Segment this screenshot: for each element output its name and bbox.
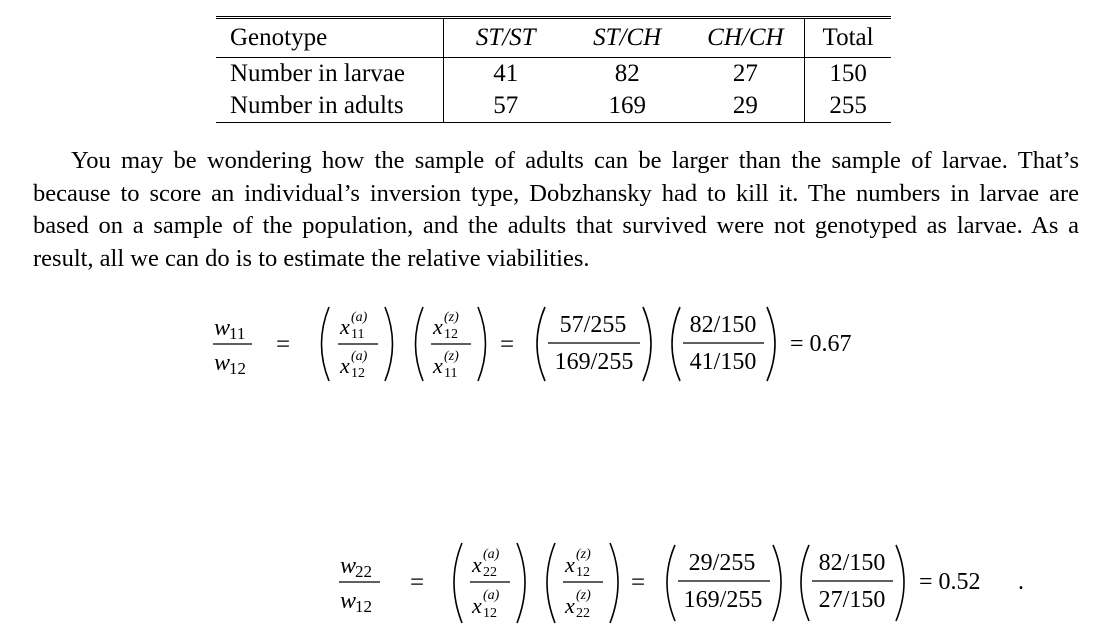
x-symbol: x [565, 593, 575, 618]
x-symbol: x [565, 552, 575, 577]
table-cell-total: 150 [805, 58, 891, 91]
superscript: (z) [444, 310, 459, 325]
lhs-denominator: w [214, 350, 231, 376]
numeric-numerator: 57/255 [559, 312, 627, 338]
table-cell: 82 [614, 60, 640, 87]
subscript: 11 [444, 366, 458, 381]
numeric-numerator: 29/255 [688, 550, 756, 576]
superscript: (z) [576, 588, 591, 603]
genotype-table [216, 16, 891, 123]
lhs-numerator-sub: 22 [355, 562, 372, 581]
header-total: Total [805, 18, 891, 58]
table-row [216, 90, 891, 123]
lhs-denominator-sub: 12 [355, 597, 372, 616]
superscript: (a) [483, 588, 500, 603]
superscript: (a) [351, 349, 368, 364]
x-symbol: x [472, 552, 482, 577]
equation-w22-over-w12 [0, 527, 1118, 637]
x-symbol: x [472, 593, 482, 618]
x-symbol: x [433, 314, 443, 339]
row-label: Number in larvae [216, 58, 443, 91]
equals-sign: = [276, 331, 291, 358]
numeric-numerator: 82/150 [818, 550, 886, 576]
table-cell: 57 [493, 92, 519, 119]
lhs-numerator: w [340, 553, 357, 579]
lhs-numerator-sub: 11 [229, 324, 246, 343]
table-cell: 169 [608, 92, 646, 119]
subscript: 11 [351, 327, 365, 342]
equals-sign: = [410, 569, 425, 596]
superscript: (z) [576, 547, 591, 562]
x-symbol: x [433, 353, 443, 378]
lhs-numerator: w [214, 315, 231, 341]
numeric-numerator: 82/150 [689, 312, 757, 338]
equation-result: = 0.67 [790, 331, 852, 357]
equation-result: = 0.52 [919, 569, 981, 595]
x-symbol: x [340, 314, 350, 339]
equation-w11-over-w12 [0, 295, 1118, 395]
numeric-denominator: 27/150 [818, 587, 886, 613]
header-st-st: ST/ST [443, 18, 568, 58]
trailing-period: . [1018, 569, 1024, 595]
equals-sign: = [500, 331, 515, 358]
header-ch-ch: CH/CH [687, 18, 805, 58]
lhs-denominator-sub: 12 [229, 359, 246, 378]
numeric-denominator: 169/255 [683, 587, 763, 613]
header-st-ch: ST/CH [568, 18, 687, 58]
table-cell: 29 [732, 92, 758, 119]
subscript: 22 [483, 565, 497, 580]
subscript: 12 [576, 565, 590, 580]
subscript: 22 [576, 606, 590, 621]
header-genotype: Genotype [216, 18, 443, 58]
table-header-row [216, 18, 891, 58]
table-row [216, 58, 891, 91]
numeric-denominator: 41/150 [689, 349, 757, 375]
row-label: Number in adults [216, 90, 443, 123]
superscript: (a) [351, 310, 368, 325]
equals-sign: = [631, 569, 646, 596]
table-cell: 27 [732, 60, 758, 87]
superscript: (a) [483, 547, 500, 562]
table-cell: 41 [493, 60, 519, 87]
subscript: 12 [351, 366, 365, 381]
body-paragraph: You may be wondering how the sample of adults can be larger than the sample of larvae. That’s because to score an individual’s inversion type, Dobzhansky had to kill it. The numbers in larvae are based on a sample of the population, and the adults that survived were not genotyped as larvae. As a result, all we can do is to estimate the relative viabilities. [33, 147, 1079, 272]
x-symbol: x [340, 353, 350, 378]
numeric-denominator: 169/255 [554, 349, 634, 375]
lhs-denominator: w [340, 588, 357, 614]
superscript: (z) [444, 349, 459, 364]
subscript: 12 [483, 606, 497, 621]
subscript: 12 [444, 327, 458, 342]
table-cell-total: 255 [805, 90, 891, 123]
